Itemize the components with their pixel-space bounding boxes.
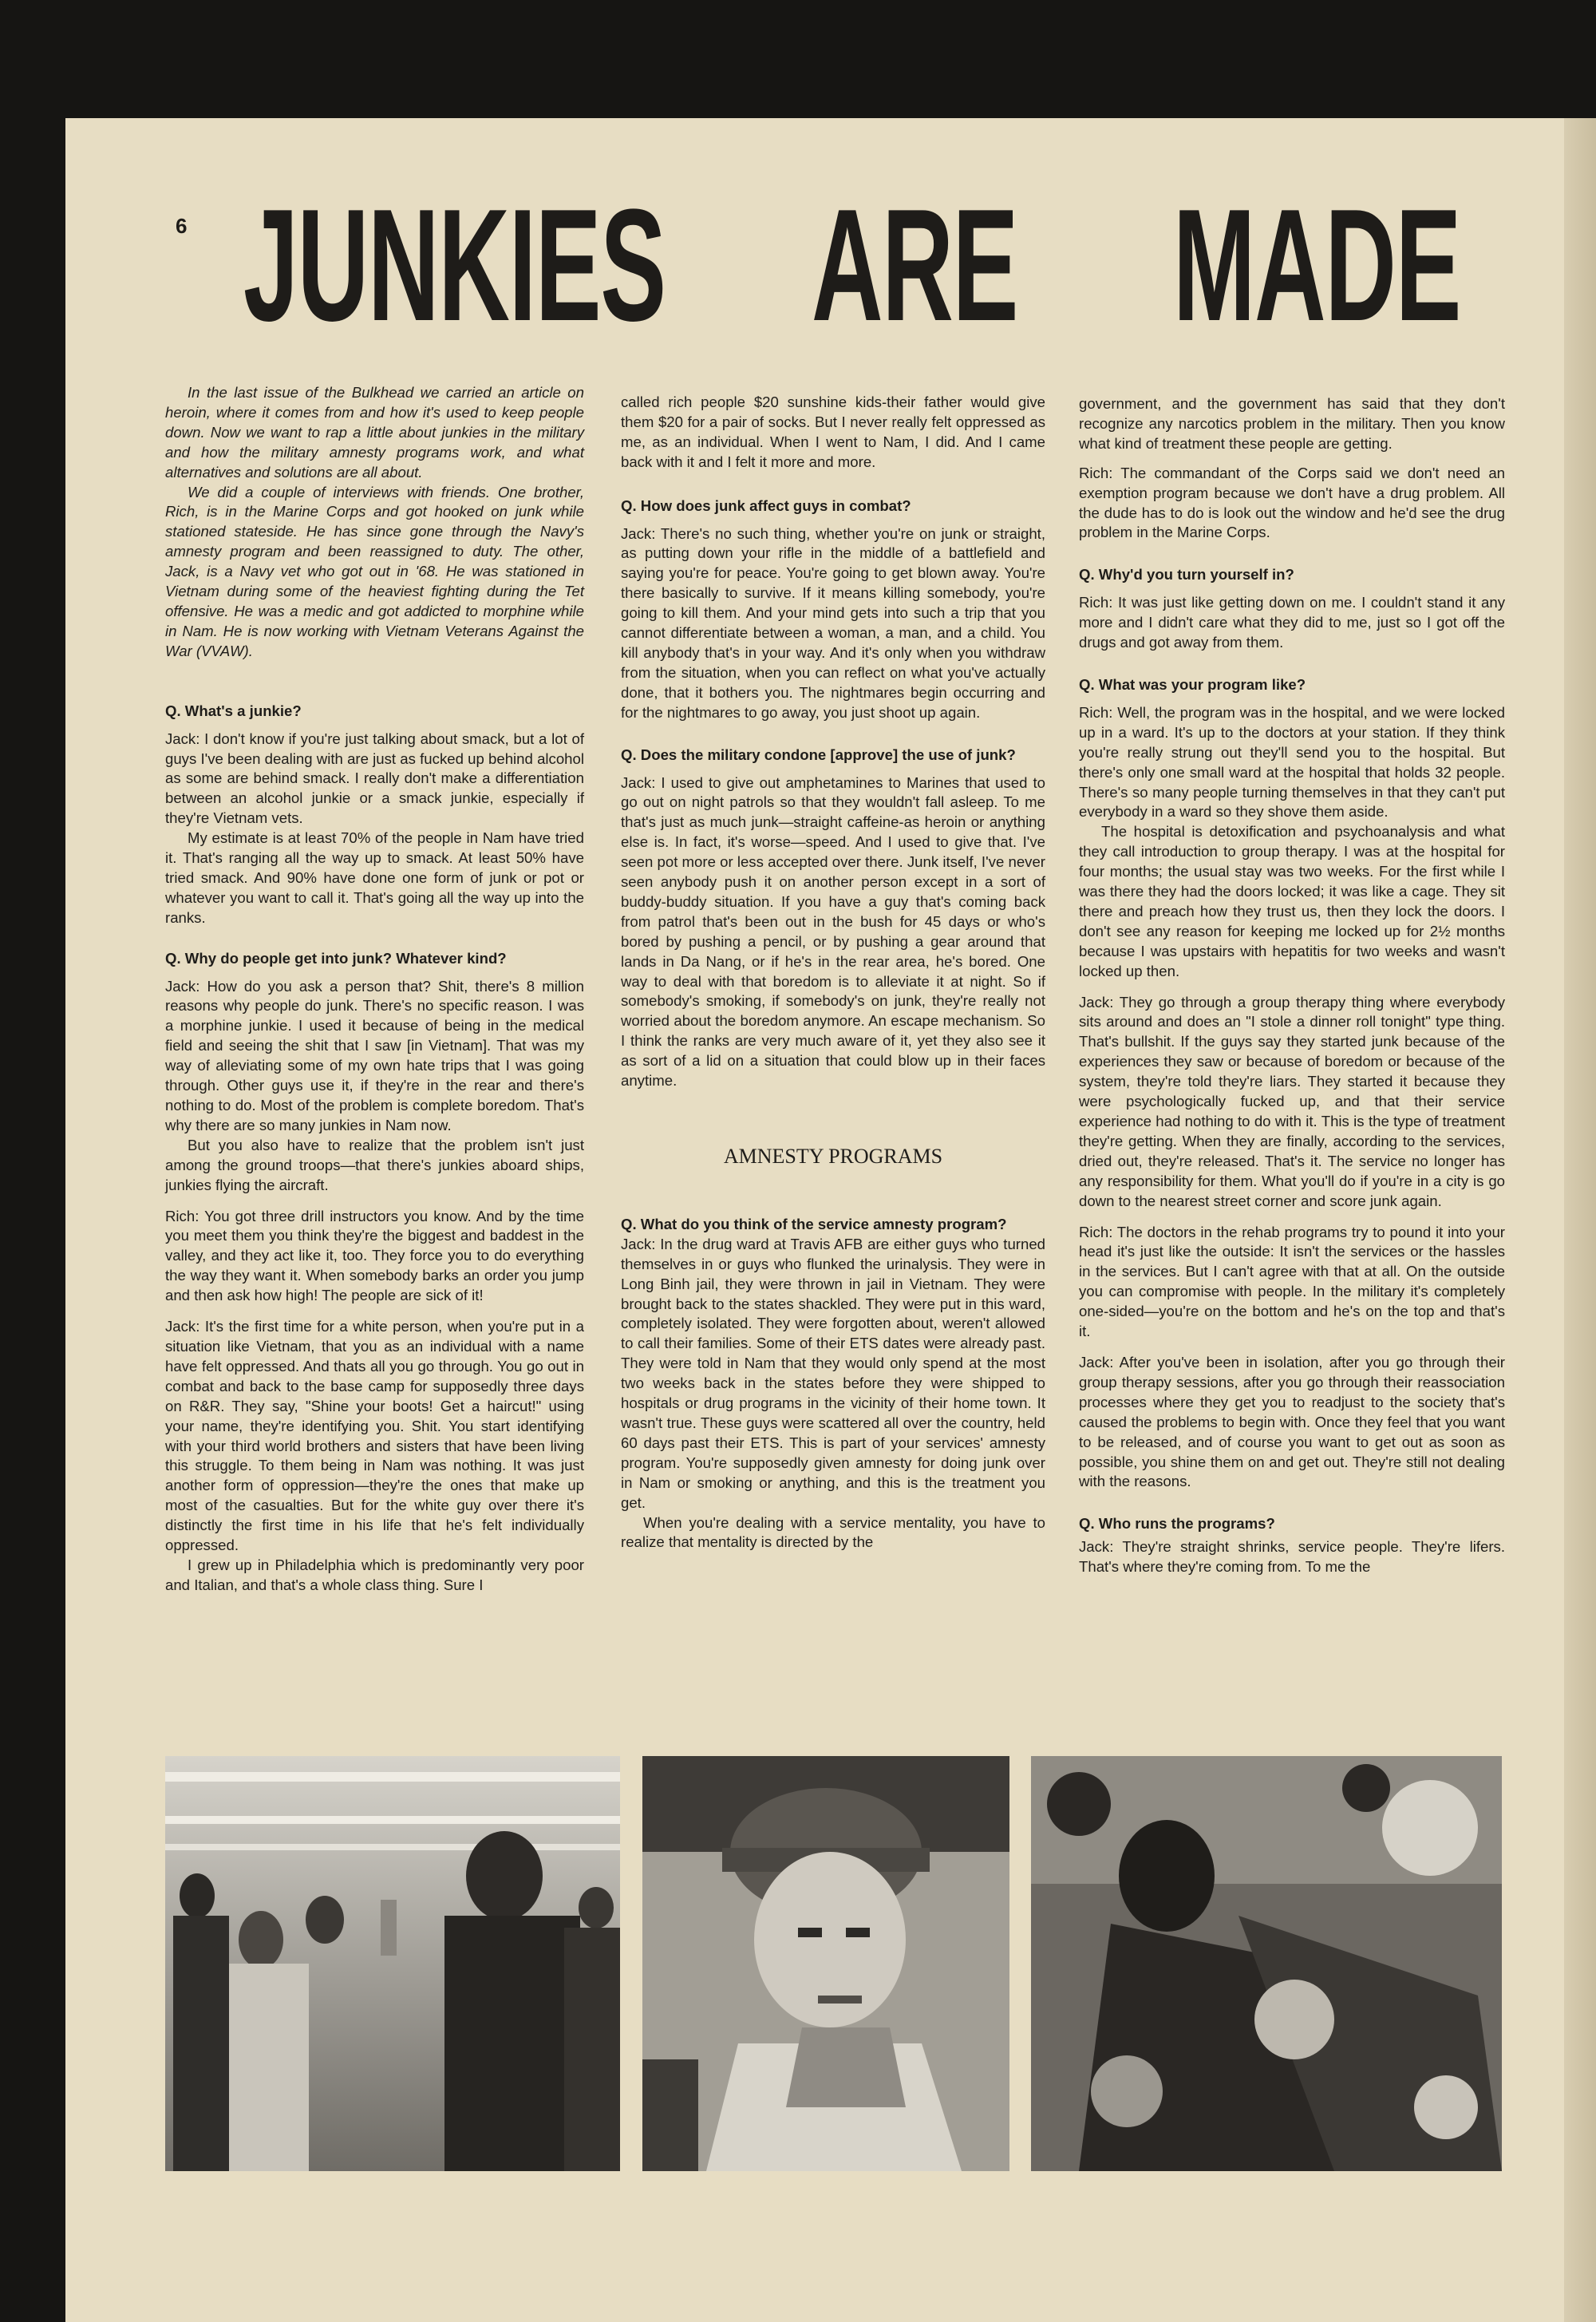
answer: My estimate is at least 70% of the people in Nam have tried it. That's ranging all the way up to smack. At least 50% have tried smack. And 90% have done one form of junk or pot or whatever you want to call it. That's going all the way up into the ranks. — [165, 829, 584, 926]
answer: When you're dealing with a service mentality, you have to realize that mentality is directed by the — [621, 1513, 1045, 1551]
paragraph: government, and the government has said that they don't recognize any narcotics problem in the military. Then you know what kind of treatment these people are getting. — [1079, 395, 1505, 452]
answer: Jack: They're straight shrinks, service people. They're lifers. That's where they're coming from. To me the — [1079, 1538, 1505, 1576]
question: Q. Why'd you turn yourself in? — [1079, 566, 1294, 583]
question: Q. Who runs the programs? — [1079, 1515, 1275, 1533]
question: Q. What's a junkie? — [165, 702, 302, 719]
photo-soldier-helmet — [642, 1756, 1009, 2171]
column-1 — [165, 383, 584, 1596]
paragraph: Rich: The commandant of the Corps said we don't need an exemption program because we don't have a drug problem. All the dude has to do is look out the window and he'd see the drug problem in the Marine Corps. — [1079, 464, 1505, 541]
photo-soldier-helmet-image — [642, 1756, 1009, 2171]
answer: But you also have to realize that the problem isn't just among the ground troops—that there's junkies aboard ships, junkies flying the aircraft. — [165, 1136, 584, 1193]
answer: Jack: It's the first time for a white person, when you're put in a situation like Vietnam, that you as an individual with a name have felt oppressed. And thats all you go through. You go out in combat and back to the base camp for supposedly three days on R&R. They say, "Shine your boots! Get a haircut!" using your name, they're identifying you. Shit. You start identifying with your third world brothers and sisters that have been living this struggle. To them being in Nam was nothing. It was just another form of oppression—they're the ones that make up most of the casualties. But for the white guy over there it's distinctly the first time in his life that he's felt individually oppressed. — [165, 1318, 584, 1554]
question: Q. How does junk affect guys in combat? — [621, 496, 911, 514]
column-3 — [1079, 394, 1505, 1577]
answer: The hospital is detoxification and psychoanalysis and what they call introduction to group therapy. I was at the hospital for four months; the usual stay was two weeks. For the first while I was there they had the doors locked; it was like a cage. They sit there and preach how they trust us, then they lock the doors. I don't see any reason for keeping me locked up for 2½ months because I was upstairs with hepatitis for two weeks and wasn't locked up then. — [1079, 823, 1505, 979]
paragraph: called rich people $20 sunshine kids-their father would give them $20 for a pair of socks. But I never really felt oppressed as me, as an individual. When I went to Nam, I did. And I came back with it and I felt it more and more. — [621, 394, 1045, 470]
question: Q. Why do people get into junk? Whatever kind? — [165, 949, 507, 967]
page-spine — [1564, 118, 1596, 2322]
answer: Jack: There's no such thing, whether you're on junk or straight, as putting down your rifle in the middle of a battlefield and saying you're for peace. You're going to get blown away. You're there basically to survive. If it means killing somebody, you're going to kill them. And your mind gets into such a trip that you cannot differentiate between a woman, a man, and a child. You kill anybody that's in your way. And it's only when you withdraw from the situation, when you can reflect on what you've actually done, that it bothers you. The nightmares begin occurring and for the nightmares to go away, you just shoot up again. — [621, 524, 1045, 721]
headline-word-1: JUNKIES — [243, 176, 666, 354]
column-2 — [621, 393, 1045, 1553]
answer: Jack: In the drug ward at Travis AFB are either guys who turned themselves in or guys who flunked the urinalysis. They were in Long Binh jail, they were thrown in jail in Vietnam. They were brought back to the states shackled. They were put in this ward, completely isolated. They were forgotten about, weren't allowed to call their families. Some of their ETS dates were already past. They were told in Nam that they would only spend at the most two weeks back in the states before they were shipped to hospitals or drug programs in the vicinity of their home town. It wasn't true. These guys were scattered all over the country, held 60 days past their ETS. This is part of your services' amnesty program. You're supposedly given amnesty for doing junk over in Nam or smoking or anything, and this is the treatment you get. — [621, 1235, 1045, 1511]
answer: Rich: It was just like getting down on me. I couldn't stand it any more and I didn't care what they did to me, just so I got off the drugs and got away from them. — [1079, 594, 1505, 651]
intro-paragraph-2: We did a couple of interviews with friends. One brother, Rich, is in the Marine Corps and got hooked on junk while stationed stateside. He has since gone through the Navy's amnesty program and been reassigned to duty. The other, Jack, is a Navy vet who got out in '68. He was stationed in Vietnam during some of the heaviest fighting during the Tet offensive. He was a medic and got addicted to morphine while in Nam. He is now working with Vietnam Veterans Against the War (VVAW). — [165, 483, 584, 659]
photo-swearing-in-image — [165, 1756, 620, 2171]
photo-swearing-in — [165, 1756, 620, 2171]
answer: Jack: They go through a group therapy thing where everybody sits around and does an "I stole a dinner roll tonight" type thing. That's bullshit. If the guys say they started junk because of the experiences they saw or because of boredom or because of the system, they're told they're liars. They started it because they were psychologically fucked up, and that their service experience had nothing to do with it. This is the type of treatment they're getting. When they are finally, according to the services, dried out, they're released. That's it. The service no longer has any responsibility for them. What you'll do if you're in a city is go down to the nearest street corner and score junk again. — [1079, 993, 1505, 1209]
answer: Rich: You got three drill instructors you know. And by the time you meet them you think they're the biggest and baddest in the valley, and they act like it, too. They force you to do everything the way they want it. When somebody barks an order you jump and then ask how high! The people are sick of it! — [165, 1207, 584, 1304]
photo-wounded-soldier — [1031, 1756, 1502, 2171]
question: Q. Does the military condone [approve] the use of junk? — [621, 746, 1016, 763]
section-heading: AMNESTY PROGRAMS — [723, 1145, 943, 1168]
answer: Rich: Well, the program was in the hospital, and we were locked up in a ward. It's up to the doctors at your station. If they think you're really strung out they'll send you to the hospital. But there's only one small ward at the hospital that holds 32 people. There's so many people turning themselves in that they can't put everybody in a ward so they shove them aside. — [1079, 703, 1505, 821]
headline — [243, 176, 1461, 354]
answer: Jack: How do you ask a person that? Shit, there's 8 million reasons why people do junk. There's no specific reason. I was a morphine junkie. I used it because of being in the medical field and seeing the shit that I saw [in Vietnam]. That was my way of alleviating some of my own hate trips that I was going through. Other guys use it, if they're in the rear and there's nothing to do. Most of the problem is complete boredom. That's why there are so many junkies in Nam now. — [165, 977, 584, 1133]
headline-word-3: MADE — [1173, 176, 1461, 354]
photo-wounded-soldier-image — [1031, 1756, 1502, 2171]
answer: Rich: The doctors in the rehab programs try to pound it into your head it's just like the outside: It isn't the services or the hassles in the services. But I can't agree with that at all. On the outside you can compromise with people. In the military it's completely one-sided—you're on the bottom and he's on the top and that's it. — [1079, 1223, 1505, 1340]
answer: I grew up in Philadelphia which is predominantly very poor and Italian, and that's a whole class thing. Sure I — [165, 1556, 584, 1593]
intro-paragraph-1: In the last issue of the Bulkhead we carried an article on heroin, where it comes from and how it's used to keep people down. Now we want to rap a little about junkies in the military and how the military amnesty programs work, and what alternatives and solutions are all about. — [165, 384, 584, 481]
page-number: 6 — [176, 214, 188, 238]
headline-word-2: ARE — [812, 176, 1018, 354]
question: Q. What do you think of the service amnesty program? — [621, 1215, 1007, 1232]
answer: Jack: I used to give out amphetamines to Marines that used to go out on night patrols so that they wouldn't fall asleep. To me that's just as much junk—straight caffeine-as heroin or anything else is. In fact, it's worse—speed. And I used to give that. I've seen pot more or less accepted over there. Junk itself, I've never seen anybody push it on another person except in a sort of buddy-buddy situation. If you have a guy that's coming back from patrol that's been out in the bush for 45 days or who's bored by pushing a pencil, or by pushing a gear around that lands in Da Nang, or if he's in the rear area, he's bored. One way to deal with that boredom is to alleviate it at night. So if somebody's smoking, if somebody's on junk, they're really not worried about the boredom anymore. An escape mechanism. So I think the ranks are very much aware of it, yet they also see it as sort of a lid on a situation that could blow up in their faces anytime. — [621, 773, 1045, 1090]
answer: Jack: I don't know if you're just talking about smack, but a lot of guys I've been dealing with are just as fucked up behind alcohol as some are behind smack. I really don't make a differentiation between an alcohol junkie or a smack junkie, especially if they're Vietnam vets. — [165, 730, 584, 827]
question: Q. What was your program like? — [1079, 675, 1306, 693]
answer: Jack: After you've been in isolation, after you go through their group therapy sessions, after you go through their reassociation processes where they get you to readjust to the society that's caused the problems to begin with. Once they feel that you want to be released, and of course you want to get out as soon as possible, you shine them on and get out. They're still not dealing with the reasons. — [1079, 1353, 1505, 1490]
